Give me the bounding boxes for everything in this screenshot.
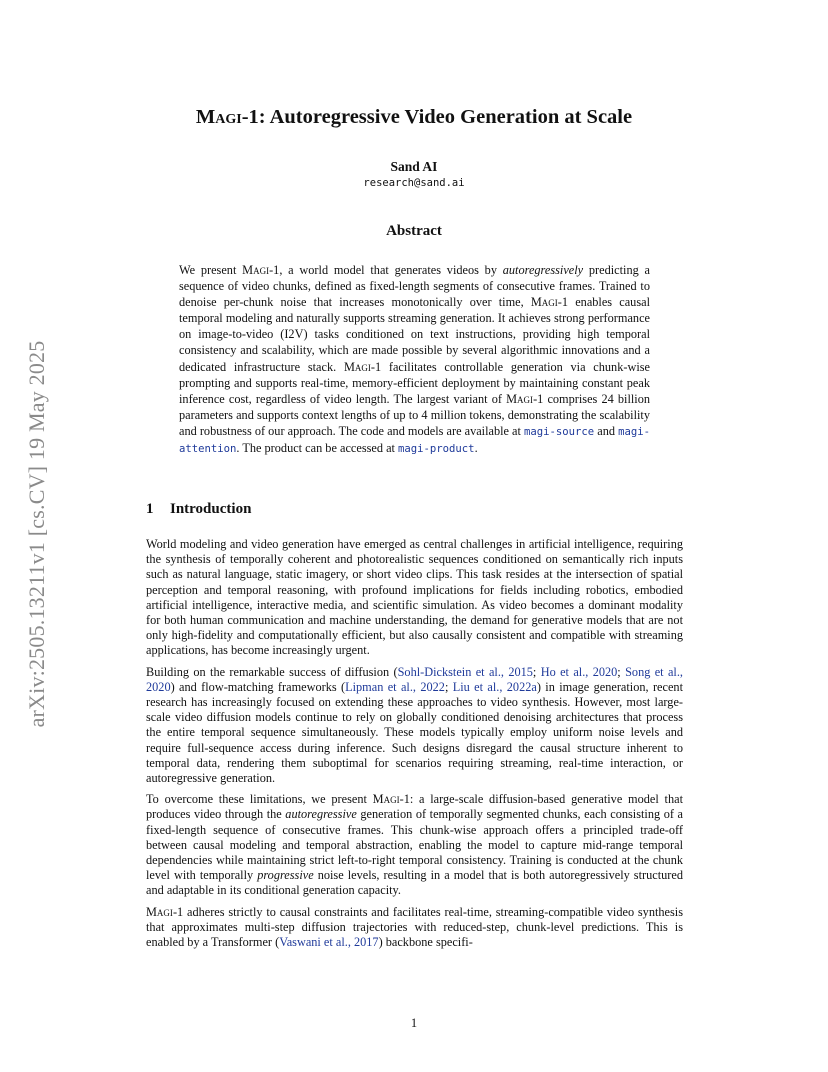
- paragraph-text: -1: a large-scale diffusion-based generative model that produces video through the: [146, 792, 683, 822]
- citation-separator: ;: [617, 664, 626, 679]
- model-name: Magi: [530, 295, 558, 310]
- abstract-paragraph: [179, 262, 650, 457]
- abstract-text: . The product can be accessed at: [236, 441, 399, 456]
- section-title: Introduction: [170, 501, 252, 517]
- paragraph-text: ) and flow-matching frameworks (: [170, 679, 346, 694]
- citation-link[interactable]: Ho et al., 2020: [540, 664, 618, 679]
- arxiv-identifier-stamp: arXiv:2505.13211v1 [cs.CV] 19 May 2025: [24, 340, 49, 728]
- abstract-text: -1 facilitates controllable generation via chunk-wise prompting and supports real-time, memory-efficient deployment by maintaining constant peak inference cost, regardless of video length. The largest variant of: [179, 359, 650, 406]
- citation-link[interactable]: Song et al., 2020: [146, 664, 683, 694]
- citation-separator: ;: [532, 664, 541, 679]
- magi-source-link[interactable]: magi-source: [524, 425, 595, 438]
- magi-attention-link[interactable]: magi-attention: [179, 425, 650, 456]
- model-name: Magi: [146, 904, 173, 919]
- paragraph-text: ) backbone specifi-: [378, 935, 473, 950]
- title-rest: -1: Autoregressive Video Generation at Scale: [241, 106, 633, 128]
- abstract-text: -1 comprises 24 billion parameters and supports context lengths of up to 4 million tokens, demonstrating the scalability and robustness of our approach. The code and models are available at: [179, 391, 651, 438]
- abstract-text: and: [594, 423, 619, 438]
- abstract-text: We present: [179, 263, 243, 277]
- citation-separator: ;: [444, 679, 453, 694]
- citation-link[interactable]: Liu et al., 2022a: [452, 679, 537, 694]
- paper-title: [0, 106, 828, 129]
- paragraph-emphasis: autoregressive: [285, 807, 357, 822]
- intro-paragraph-2: [146, 665, 683, 787]
- abstract-emphasis: autoregressively: [502, 263, 584, 277]
- paragraph-text: generation of temporally segmented chunks, each consisting of a fixed-length sequence of consecutive frames. This chunk-wise approach offers a principled trade-off between causal modeling and temporal abstraction, enabling the model to capture mid-range temporal dependencies while maintaining strict left-to-right temporal consistency. Training is conducted at the chunk level with temporally: [146, 807, 683, 883]
- citation-link[interactable]: Sohl-Dickstein et al., 2015: [397, 664, 533, 679]
- model-name: Magi: [343, 359, 371, 374]
- abstract-text: predicting a sequence of video chunks, defined as fixed-length segments of consecutive frames. Trained to denoise per-chunk noise that increases monotonically over time,: [179, 263, 650, 310]
- page-number: 1: [410, 1016, 418, 1030]
- title-model-name: Magi: [195, 106, 242, 128]
- model-name: Magi: [372, 792, 400, 807]
- model-name: Magi: [242, 263, 270, 277]
- paragraph-text: Building on the remarkable success of diffusion (: [146, 664, 398, 679]
- intro-paragraph-3: [146, 792, 683, 898]
- citation-link[interactable]: Vaswani et al., 2017: [279, 935, 379, 950]
- intro-paragraph-1: World modeling and video generation have emerged as central challenges in artificial intelligence, requiring the synthesis of temporally coherent and photorealistic sequences conditioned on semantically rich inputs such as natural language, static imagery, or short video clips. This task resides at the intersection of spatial perception and temporal reasoning, with profound implications for fields including robotics, embodied artificial intelligence, interactive media, and scientific simulation. As video becomes a dominant modality for both human communication and machine understanding, the demand for generative models that are not only high-fidelity and computationally efficient, but also causally consistent and compatible with streaming applications, has become increasingly urgent.: [146, 537, 683, 658]
- magi-product-link[interactable]: magi-product: [398, 443, 475, 456]
- section-heading-introduction: [146, 501, 251, 518]
- introduction-body: [146, 537, 683, 956]
- author-name: Sand AI: [390, 159, 438, 174]
- paragraph-text: ) in image generation, recent research has increasingly focused on extending these approaches to video synthesis. However, most large-scale video diffusion models continue to rely on globally conditioned denoising architectures that process the entire temporal sequence simultaneously. These models typically employ uniform noise levels and require full-sequence access during inference. Such designs disregard the causal structure inherent to temporal data, rendering them suboptimal for scenarios requiring streaming, real-time interaction, or autoregressive generation.: [146, 679, 683, 786]
- section-number: 1: [146, 501, 154, 517]
- abstract-text: -1 enables causal temporal modeling and naturally supports streaming generation. It achieves strong performance on image-to-video (I2V) tasks conditioned on text instructions, providing high temporal consistency and scalability, which are made possible by several algorithmic innovations and a dedicated infrastructure stack.: [179, 295, 650, 374]
- paragraph-text: -1 adheres strictly to causal constraints and facilitates real-time, streaming-compatible video synthesis that approximates multi-step diffusion trajectories with reduced-step, chunk-level predictions. This is enabled by a Transformer (: [146, 904, 683, 950]
- intro-paragraph-4: [146, 905, 683, 951]
- abstract-body: [179, 262, 650, 457]
- abstract-text: -1, a world model that generates videos by: [269, 263, 503, 277]
- abstract-heading: Abstract: [386, 223, 442, 239]
- paragraph-text: noise levels, resulting in a model that is both autoregressively structured and adaptable in its conditional generation capacity.: [146, 868, 683, 898]
- model-name: Magi: [506, 391, 534, 406]
- abstract-text: .: [474, 441, 478, 456]
- citation-link[interactable]: Lipman et al., 2022: [345, 679, 445, 694]
- paragraph-text: To overcome these limitations, we present: [146, 792, 373, 807]
- paragraph-emphasis: progressive: [257, 868, 314, 883]
- author-email: research@sand.ai: [363, 177, 465, 189]
